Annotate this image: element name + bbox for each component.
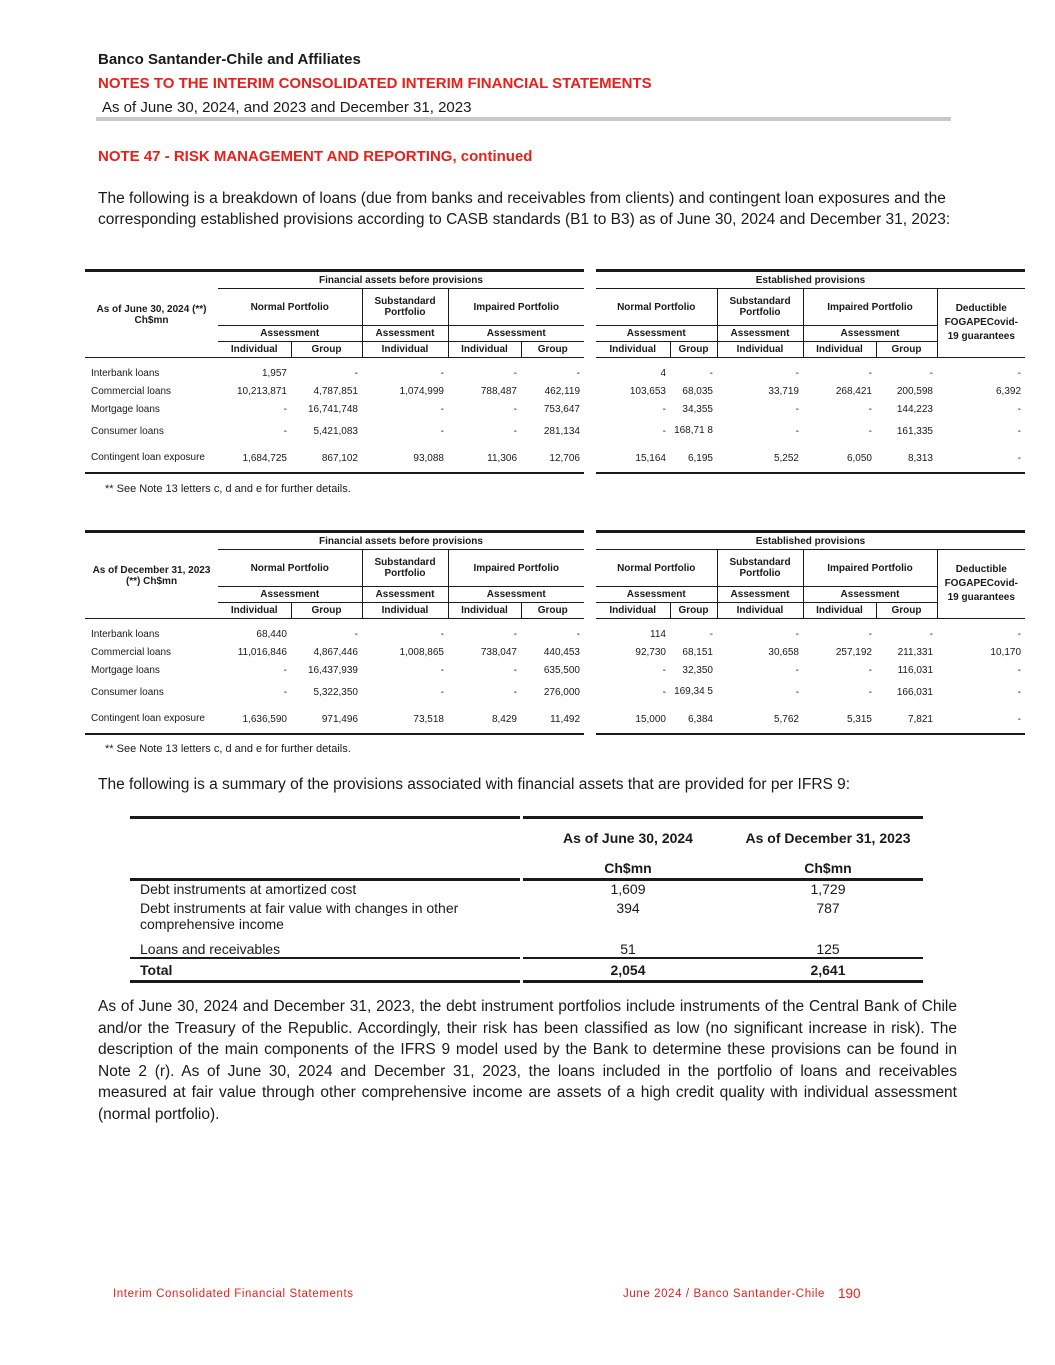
individual-header: Individual — [362, 342, 448, 358]
individual-header: Individual — [717, 342, 803, 358]
table-row: Mortgage loans - 16,741,748 - - 753,647 - 34,355 - - 144,223 - — [91, 403, 1022, 415]
unit-label: Ch$mn — [523, 847, 733, 880]
ifrs9-intro: The following is a summary of the provisions associated with financial assets that are provided for per IFRS 9: — [98, 776, 851, 793]
impaired-portfolio-header: Impaired Portfolio — [803, 550, 937, 587]
table-row: Commercial loans 11,016,846 4,867,446 1,008,865 738,047 440,453 92,730 68,151 30,658 257,192 211,331 10,170 — [91, 646, 1022, 658]
group-header: Group — [876, 603, 937, 619]
established-provisions-header: Established provisions — [596, 532, 1025, 550]
deductible-guarantees-header: Deductible FOGAPECovid-19 guarantees — [937, 289, 1025, 358]
individual-header: Individual — [218, 603, 291, 619]
substandard-portfolio-header: Substandard Portfolio — [362, 550, 448, 587]
individual-header: Individual — [803, 603, 876, 619]
individual-header: Individual — [717, 603, 803, 619]
assessment-header: Assessment — [803, 326, 937, 342]
individual-header: Individual — [362, 603, 448, 619]
header-divider — [96, 117, 951, 121]
assessment-header: Assessment — [448, 587, 584, 603]
footnote-2024: ** See Note 13 letters c, d and e for further details. — [105, 483, 351, 495]
assessment-header: Assessment — [448, 326, 584, 342]
individual-header: Individual — [596, 603, 670, 619]
table-row: Debt instruments at amortized cost 1,609 1,729 — [140, 881, 846, 897]
normal-portfolio-header: Normal Portfolio — [250, 562, 329, 574]
group-header: Group — [670, 342, 717, 358]
table-row: Commercial loans 10,213,871 4,787,851 1,074,999 788,487 462,119 103,653 68,035 33,719 268,421 200,598 6,392 — [91, 385, 1022, 397]
substandard-portfolio-header: Substandard Portfolio — [362, 289, 448, 326]
period-subtitle: As of June 30, 2024, and 2023 and December 31, 2023 — [102, 99, 472, 116]
table-row: Contingent loan exposure 1,684,725 867,102 93,088 11,306 12,706 15,164 6,195 5,252 6,050 8,313 - — [85, 444, 1025, 473]
impaired-portfolio-header: Impaired Portfolio — [448, 289, 584, 326]
footer-document-title: Interim Consolidated Financial Statements — [113, 1288, 354, 1300]
company-name: Banco Santander-Chile and Affiliates — [98, 51, 361, 68]
assessment-header: Assessment — [362, 587, 448, 603]
group-header: Group — [670, 603, 717, 619]
assessment-header: Assessment — [362, 326, 448, 342]
table-row: Consumer loans - 5,322,350 - - 276,000 - 169,34 5 - - 166,031 - — [91, 686, 1022, 698]
footer-period: June 2024 / Banco Santander-Chile — [623, 1288, 826, 1300]
individual-header: Individual — [448, 603, 521, 619]
individual-header: Individual — [218, 342, 291, 358]
table-row: Interbank loans 68,440 - - - - 114 - - - - - — [91, 628, 1022, 640]
assessment-header: Assessment — [218, 587, 362, 603]
assessment-header: Assessment — [596, 587, 717, 603]
individual-header: Individual — [803, 342, 876, 358]
total-row: Total 2,054 2,641 — [130, 958, 923, 982]
impaired-portfolio-header: Impaired Portfolio — [448, 550, 584, 587]
group-header: Group — [521, 342, 584, 358]
assessment-header: Assessment — [717, 587, 803, 603]
loans-table-december-2023 — [85, 530, 1025, 735]
table-row: Contingent loan exposure 1,636,590 971,496 73,518 8,429 11,492 15,000 6,384 5,762 5,315 7,821 - — [85, 705, 1025, 734]
assessment-header: Assessment — [803, 587, 937, 603]
assessment-header: Assessment — [218, 326, 362, 342]
ifrs9-summary-table — [130, 816, 923, 983]
group-header: Group — [876, 342, 937, 358]
assessment-header: Assessment — [717, 326, 803, 342]
col-header-december-2023: As of December 31, 2023 — [733, 818, 923, 848]
group-header: Group — [521, 603, 584, 619]
notes-title: NOTES TO THE INTERIM CONSOLIDATED INTERIM FINANCIAL STATEMENTS — [98, 75, 652, 92]
impaired-portfolio-header: Impaired Portfolio — [803, 289, 937, 326]
unit-label: Ch$mn — [733, 847, 923, 880]
individual-header: Individual — [448, 342, 521, 358]
table-row: Interbank loans 1,957 - - - - 4 - - - - - — [91, 367, 1022, 379]
loans-table-june-2024 — [85, 269, 1025, 474]
table-row: Mortgage loans - 16,437,939 - - 635,500 - 32,350 - - 116,031 - — [91, 664, 1022, 676]
table-corner-label: As of December 31, 2023 (**) Ch$mn — [85, 532, 218, 619]
table-corner-label: As of June 30, 2024 (**) Ch$mn — [85, 271, 218, 358]
table-row: Loans and receivables 51 125 — [130, 938, 923, 958]
normal-portfolio-header: Normal Portfolio — [617, 301, 696, 313]
group-header: Group — [291, 342, 362, 358]
substandard-portfolio-header: Substandard Portfolio — [717, 289, 803, 326]
substandard-portfolio-header: Substandard Portfolio — [717, 550, 803, 587]
individual-header: Individual — [596, 342, 670, 358]
table-row: Debt instruments at fair value with changes in other comprehensive income 394 787 — [140, 900, 840, 932]
note-heading: NOTE 47 - RISK MANAGEMENT AND REPORTING, continued — [98, 148, 533, 165]
col-header-june-2024: As of June 30, 2024 — [523, 818, 733, 848]
table-row: Consumer loans - 5,421,083 - - 281,134 - 168,71 8 - - 161,335 - — [91, 425, 1022, 437]
page-number: 190 — [838, 1286, 861, 1301]
financial-assets-header: Financial assets before provisions — [218, 532, 584, 550]
group-header: Group — [291, 603, 362, 619]
assessment-header: Assessment — [596, 326, 717, 342]
closing-paragraph: As of June 30, 2024 and December 31, 2023, the debt instrument portfolios include instruments of the Central Bank of Chile and/or the Treasury of the Republic. Accordingly, their risk has been classified as low (no significant increase in risk). The description of the main components of the IFRS 9 model used by the Bank to determine these provisions can be found in Note 2 (r). As of June 30, 2024 and December 31, 2023, the loans included in the portfolio of loans and receivables measured at fair value through other comprehensive income are assets of a high credit quality with individual assessment (normal portfolio). — [98, 998, 957, 1123]
footnote-2023: ** See Note 13 letters c, d and e for further details. — [105, 743, 351, 755]
normal-portfolio-header: Normal Portfolio — [250, 301, 329, 313]
deductible-guarantees-header: Deductible FOGAPECovid-19 guarantees — [937, 550, 1025, 619]
financial-assets-header: Financial assets before provisions — [218, 271, 584, 289]
intro-paragraph: The following is a breakdown of loans (due from banks and receivables from clients) and contingent loan exposures and the corresponding established provisions according to CASB standards (B1 to B3) as of June 30, 2024 and December 31, 2023: — [98, 190, 951, 228]
established-provisions-header: Established provisions — [596, 271, 1025, 289]
normal-portfolio-header: Normal Portfolio — [617, 562, 696, 574]
